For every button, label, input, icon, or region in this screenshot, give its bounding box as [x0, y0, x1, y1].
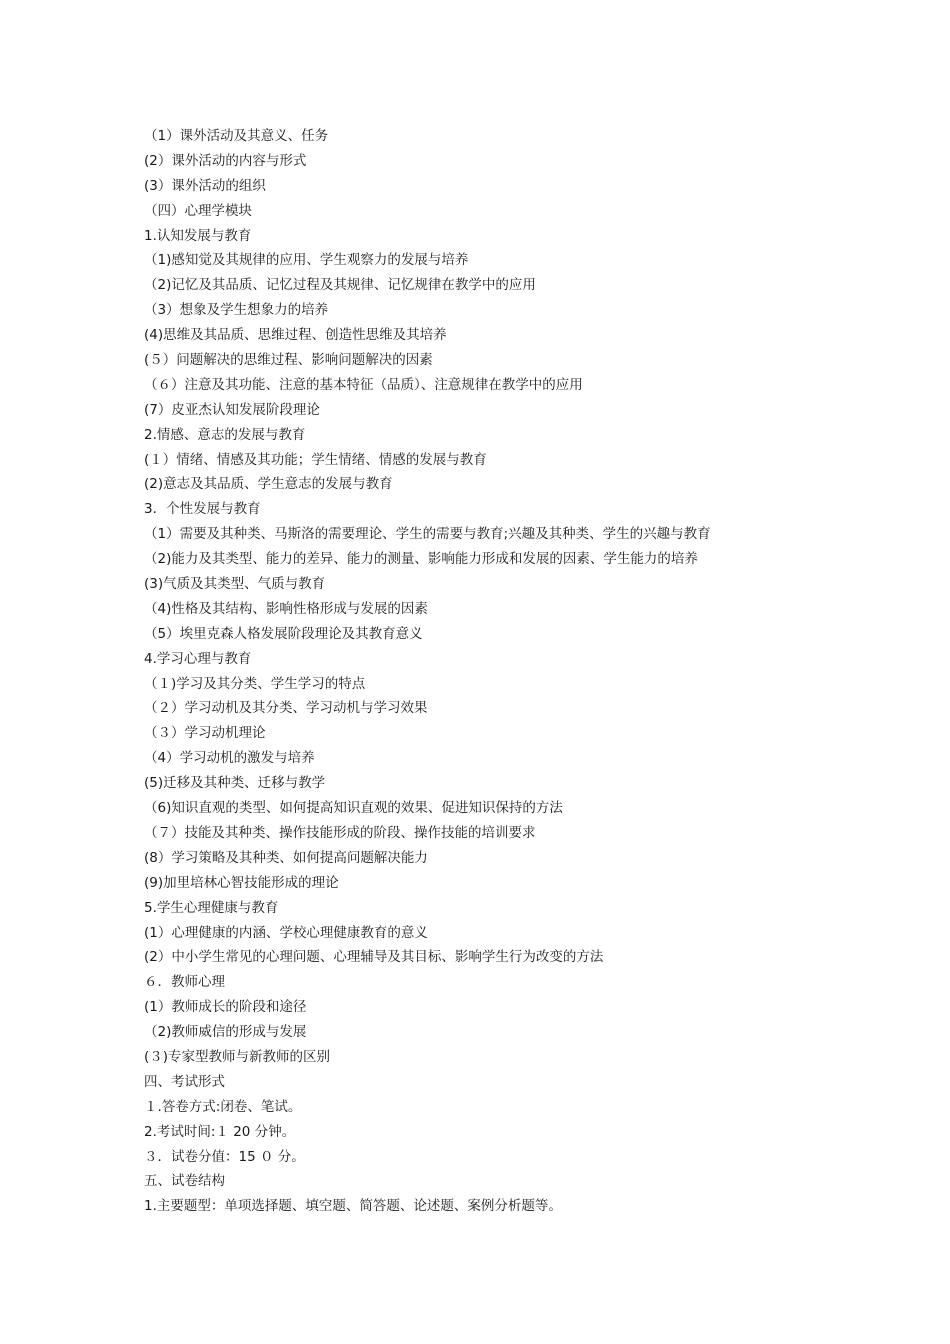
text-line: (3）课外活动的组织	[144, 177, 266, 194]
text-line: (５）问题解决的思维过程、影响问题解决的因素	[144, 352, 433, 369]
text-line: （1）课外活动及其意义、任务	[144, 128, 329, 144]
text-line: 2.考试时间:１ 20 分钟。	[144, 1123, 296, 1140]
text-line: (１）情绪、情感及其功能；学生情绪、情感的发展与教育	[144, 451, 487, 468]
document-body	[144, 124, 824, 1219]
text-line: 2.情感、意志的发展与教育	[144, 426, 306, 443]
text-line: １.答卷方式:闭卷、笔试。	[144, 1098, 302, 1115]
text-line: （2)能力及其类型、能力的差异、能力的测量、影响能力形成和发展的因素、学生能力的培养	[144, 551, 698, 568]
text-line: （3）想象及学生想象力的培养	[144, 302, 329, 319]
text-line: （1)感知觉及其规律的应用、学生观察力的发展与培养	[144, 252, 469, 269]
text-line: (3)气质及其类型、气质与教育	[144, 576, 326, 593]
text-line: （７）技能及其种类、操作技能形成的阶段、操作技能的培训要求	[144, 824, 536, 841]
text-line: (4)思维及其品质、思维过程、创造性思维及其培养	[144, 327, 447, 344]
text-line: (5)迁移及其种类、迁移与教学	[144, 775, 326, 792]
text-line: （5）埃里克森人格发展阶段理论及其教育意义	[144, 625, 423, 642]
text-line: （四）心理学模块	[144, 202, 252, 219]
text-line: 五、试卷结构	[144, 1173, 225, 1190]
text-line: （1）需要及其种类、马斯洛的需要理论、学生的需要与教育;兴趣及其种类、学生的兴趣与教育	[144, 526, 711, 543]
text-line: 3．个性发展与教育	[144, 501, 261, 518]
text-line: （4）学习动机的激发与培养	[144, 750, 315, 767]
text-line: (7）皮亚杰认知发展阶段理论	[144, 401, 320, 418]
text-line: （２）学习动机及其分类、学习动机与学习效果	[144, 700, 428, 717]
text-line: 四、考试形式	[144, 1073, 225, 1090]
text-line: （2)记忆及其品质、记忆过程及其规律、记忆规律在教学中的应用	[144, 277, 536, 294]
text-line: (2）中小学生常见的心理问题、心理辅导及其目标、影响学生行为改变的方法	[144, 949, 604, 966]
text-line: (2）课外活动的内容与形式	[144, 152, 307, 169]
text-line: （６）注意及其功能、注意的基本特征（品质）、注意规律在教学中的应用	[144, 376, 583, 393]
text-line: 5.学生心理健康与教育	[144, 899, 279, 916]
text-line: 1.主要题型：单项选择题、填空题、简答题、论述题、案例分析题等。	[144, 1198, 562, 1215]
text-line: ３．试卷分值：15 ０ 分。	[144, 1148, 305, 1165]
text-line: ６．教师心理	[144, 974, 225, 991]
text-line: （6)知识直观的类型、如何提高知识直观的效果、促进知识保持的方法	[144, 800, 563, 817]
text-line: (9)加里培林心智技能形成的理论	[144, 874, 339, 891]
text-line: （4)性格及其结构、影响性格形成与发展的因素	[144, 600, 428, 617]
text-line: (8）学习策略及其种类、如何提高问题解决能力	[144, 849, 428, 866]
text-line: 1.认知发展与教育	[144, 227, 252, 244]
text-line: （３）学习动机理论	[144, 725, 266, 742]
text-line: (1）教师成长的阶段和途径	[144, 999, 307, 1016]
text-line: （2)教师威信的形成与发展	[144, 1024, 307, 1041]
text-line: (2)意志及其品质、学生意志的发展与教育	[144, 476, 393, 493]
text-line: （１)学习及其分类、学生学习的特点	[144, 675, 366, 692]
text-line: (３)专家型教师与新教师的区别	[144, 1048, 331, 1065]
text-line: 4.学习心理与教育	[144, 650, 252, 667]
text-line: (1）心理健康的内涵、学校心理健康教育的意义	[144, 924, 428, 941]
